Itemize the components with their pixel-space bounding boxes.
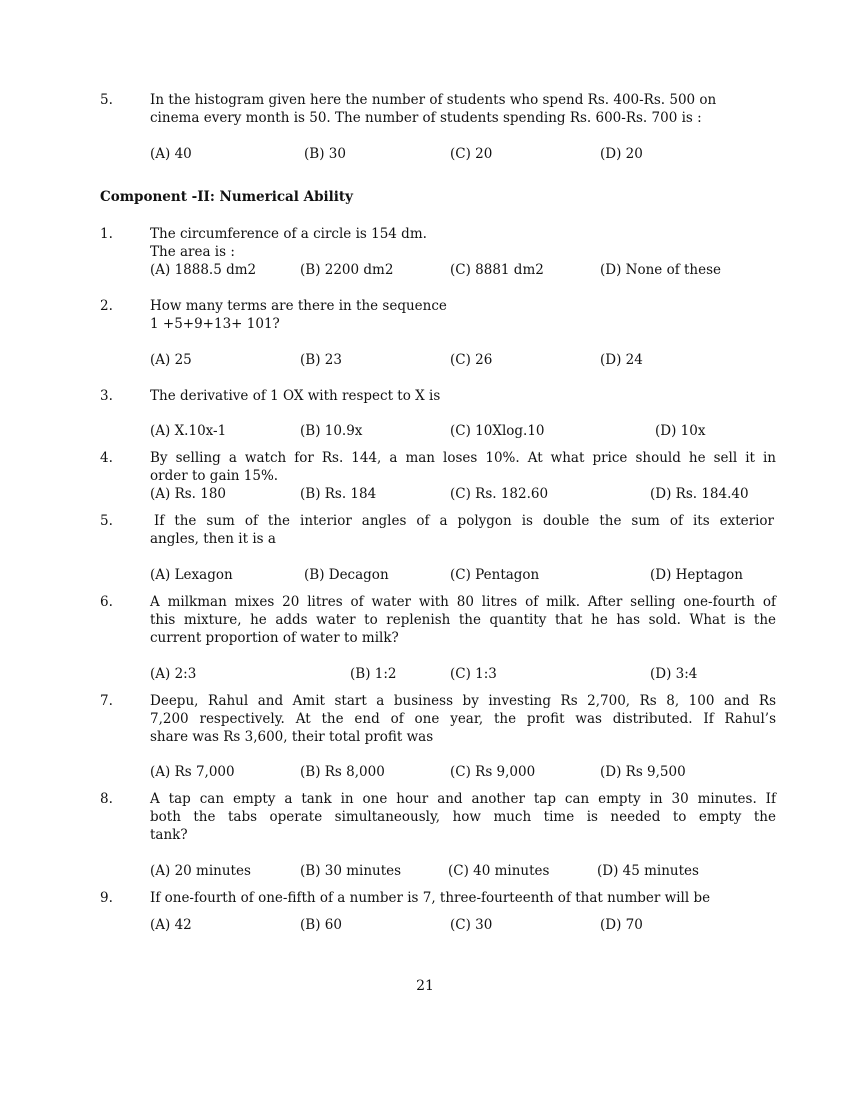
question-number: 2. (100, 298, 113, 314)
question-text: 7,200 respectively. At the end of one year, the profit was distributed. If Rahul’s (150, 711, 776, 727)
option-a: (A) 1888.5 dm2 (150, 262, 257, 278)
option-a: (A) 42 (150, 917, 192, 933)
section-heading: Component -II: Numerical Ability (100, 189, 353, 205)
option-d: (D) 10x (655, 423, 706, 439)
question-text: A milkman mixes 20 litres of water with 80 litres of milk. After selling one-fourth of (150, 594, 776, 610)
option-a: (A) Lexagon (150, 567, 233, 583)
option-b: (B) 2200 dm2 (300, 262, 394, 278)
option-d: (D) 20 (600, 146, 643, 162)
option-d: (D) None of these (600, 262, 722, 278)
option-d: (D) Rs. 184.40 (650, 486, 749, 502)
question-text: share was Rs 3,600, their total profit was (150, 729, 434, 745)
option-c: (C) Rs. 182.60 (450, 486, 549, 502)
question-text: current proportion of water to milk? (150, 630, 399, 646)
option-a: (A) 25 (150, 352, 192, 368)
option-d: (D) Heptagon (650, 567, 743, 583)
option-d: (D) 70 (600, 917, 643, 933)
question-text: angles, then it is a (150, 531, 276, 547)
page-number: 21 (416, 978, 434, 994)
option-c: (C) 26 (450, 352, 493, 368)
option-a: (A) Rs. 180 (150, 486, 227, 502)
option-d: (D) 24 (600, 352, 643, 368)
option-a: (A) 2:3 (150, 666, 197, 682)
option-d: (D) 45 minutes (597, 863, 699, 879)
option-b: (B) 1:2 (350, 666, 397, 682)
option-b: (B) 30 (304, 146, 346, 162)
option-d: (D) Rs 9,500 (600, 764, 686, 780)
option-c: (C) Rs 9,000 (450, 764, 536, 780)
option-b: (B) 23 (300, 352, 342, 368)
question-number: 1. (100, 226, 113, 242)
option-c: (C) Pentagon (450, 567, 540, 583)
question-number: 5. (100, 513, 113, 529)
question-text: By selling a watch for Rs. 144, a man loses 10%. At what price should he sell it in (150, 450, 776, 466)
question-text: this mixture, he adds water to replenish the quantity that he has sold. What is the (150, 612, 776, 628)
option-b: (B) Rs. 184 (300, 486, 377, 502)
question-text: cinema every month is 50. The number of students spending Rs. 600-Rs. 700 is : (150, 110, 702, 126)
question-text: Deepu, Rahul and Amit start a business by investing Rs 2,700, Rs 8, 100 and Rs (150, 693, 776, 709)
question-text: How many terms are there in the sequence (150, 298, 447, 314)
question-text: tank? (150, 827, 188, 843)
question-number: 8. (100, 791, 113, 807)
question-number: 6. (100, 594, 113, 610)
question-text: If one-fourth of one-fifth of a number is 7, three-fourteenth of that number will be (150, 890, 711, 906)
option-a: (A) 40 (150, 146, 192, 162)
question-text: A tap can empty a tank in one hour and another tap can empty in 30 minutes. If (150, 791, 776, 807)
option-c: (C) 30 (450, 917, 493, 933)
question-number: 4. (100, 450, 113, 466)
question-text: If the sum of the interior angles of a polygon is double the sum of its exterior (154, 513, 774, 529)
question-text: 1 +5+9+13+ 101? (150, 316, 280, 332)
option-c: (C) 1:3 (450, 666, 497, 682)
option-b: (B) 10.9x (300, 423, 363, 439)
option-b: (B) 30 minutes (300, 863, 402, 879)
option-c: (C) 8881 dm2 (450, 262, 544, 278)
option-c: (C) 10Xlog.10 (450, 423, 545, 439)
option-b: (B) Decagon (304, 567, 389, 583)
option-c: (C) 40 minutes (448, 863, 550, 879)
question-number: 9. (100, 890, 113, 906)
option-b: (B) 60 (300, 917, 342, 933)
option-c: (C) 20 (450, 146, 493, 162)
option-b: (B) Rs 8,000 (300, 764, 385, 780)
question-text: The derivative of 1 OX with respect to X is (150, 388, 441, 404)
question-text: both the tabs operate simultaneously, how much time is needed to empty the (150, 809, 776, 825)
question-number: 3. (100, 388, 113, 404)
option-a: (A) 20 minutes (150, 863, 251, 879)
question-text: The area is : (150, 244, 235, 260)
question-text: order to gain 15%. (150, 468, 279, 484)
question-number: 7. (100, 693, 113, 709)
question-text: The circumference of a circle is 154 dm. (150, 226, 427, 242)
option-d: (D) 3:4 (650, 666, 698, 682)
option-a: (A) Rs 7,000 (150, 764, 235, 780)
option-a: (A) X.10x-1 (150, 423, 227, 439)
question-text: In the histogram given here the number of students who spend Rs. 400-Rs. 500 on (150, 92, 717, 108)
question-number: 5. (100, 92, 113, 108)
